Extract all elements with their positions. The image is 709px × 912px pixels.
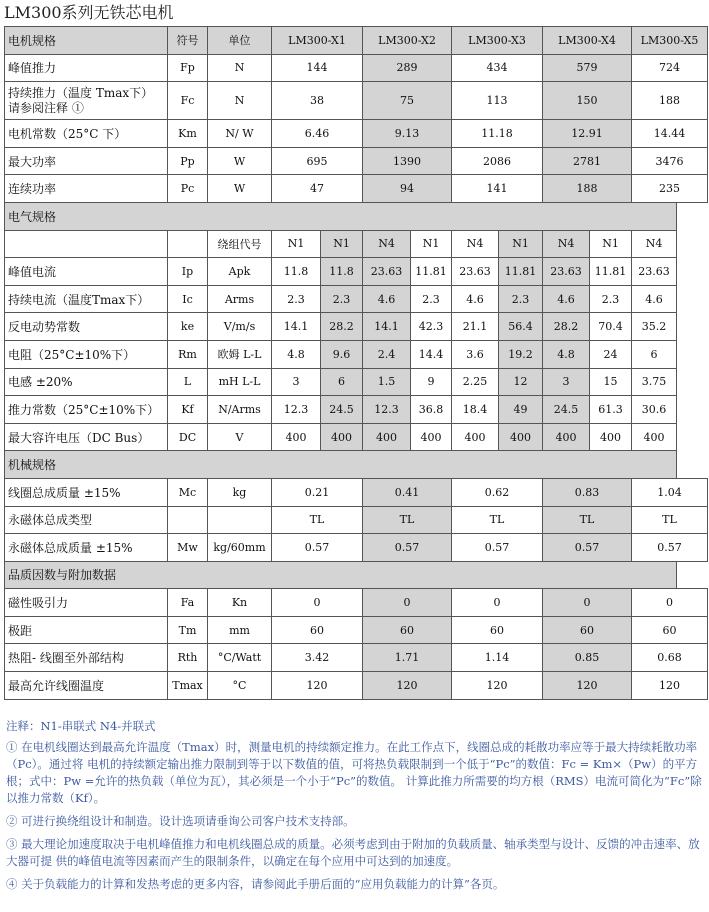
value-cell: 2.3 [411,285,452,313]
value-cell: 695 [272,147,363,175]
value-cell: 42.3 [411,313,452,341]
value-cell: 4.8 [272,340,321,368]
row-symbol: Ic [168,285,208,313]
value-cell: 21.1 [452,313,499,341]
row-unit: W [208,147,272,175]
row-unit: Apk [208,258,272,286]
section-electrical: 电气规格 [5,202,677,230]
value-cell: 11.8 [272,258,321,286]
header-cell: LM300-X1 [272,27,363,55]
note-2: ② 可进行换绕组设计和制造。设计选项请垂询公司客户技术支持部。 [6,814,355,828]
value-cell: 23.63 [452,258,499,286]
value-cell: 36.8 [411,396,452,424]
value-cell: 60 [272,616,363,644]
row-unit: V/m/s [208,313,272,341]
table-row [5,285,708,313]
value-cell: 24 [590,340,632,368]
value-cell: 28.2 [543,313,590,341]
value-cell: 3.75 [632,368,677,396]
row-symbol: Fp [168,54,208,82]
value-cell: 400 [452,423,499,451]
row-label: 峰值电流 [5,258,168,286]
value-cell: 150 [543,82,632,120]
note-1: ① 在电机线圈达到最高允许温度（Tmax）时，测量电机的持续额定推力。在此工作点下，线圈总成的耗散功率应等于最大持续耗散功率（Pc）。通过将 电机的持续额定输出推力限制到等于以下数值的值，可将热负载限制到一个低于“Pc”的数值：Fc = Km×（Pw）的平方根；式中：Pw =允许的热负载（单位为瓦），其必须是一个小于“Pc”的数值。 计算此推力所需要的均方根（RMS）电流可简化为“Fc”除以推力常数（Kf）。 [6,740,702,805]
value-cell: 141 [452,175,543,203]
value-cell: 49 [499,396,543,424]
value-cell: 120 [363,672,452,700]
value-cell: TL [272,506,363,534]
value-cell: 144 [272,54,363,82]
row-unit: mH L-L [208,368,272,396]
row-symbol: Km [168,120,208,148]
value-cell: 400 [272,423,321,451]
row-symbol: Pp [168,147,208,175]
value-cell: 3 [543,368,590,396]
value-cell: 0.57 [363,534,452,562]
value-cell: 70.4 [590,313,632,341]
row-label: 连续功率 [5,175,168,203]
value-cell: 120 [272,672,363,700]
value-cell: 188 [632,82,708,120]
value-cell: 1.5 [363,368,411,396]
table-row [5,478,708,506]
value-cell: 400 [590,423,632,451]
row-symbol: Pc [168,175,208,203]
table-row [5,54,708,82]
note-3: ③ 最大理论加速度取决于电机峰值推力和电机线圈总成的质量。必须考虑到由于附加的负载质量、轴承类型与设计、反馈的冲击速率、放大器可提 供的峰值电流等因素而产生的限制条件，以确定在每个应用中可达到的加速度。 [6,837,700,868]
value-cell: 60 [632,616,708,644]
value-cell: 61.3 [590,396,632,424]
table-row [5,313,708,341]
value-cell: 4.8 [543,340,590,368]
value-cell: 3.6 [452,340,499,368]
row-label: 推力常数（25°C±10%下） [5,396,168,424]
value-cell: 3 [272,368,321,396]
value-cell: 14.1 [363,313,411,341]
value-cell: 28.2 [321,313,363,341]
value-cell: 400 [321,423,363,451]
value-cell: 0.57 [632,534,708,562]
value-cell: 1.14 [452,644,543,672]
value-cell: 2.25 [452,368,499,396]
value-cell: TL [543,506,632,534]
value-cell: 4.6 [363,285,411,313]
value-cell: 0.62 [452,478,543,506]
section-electrical-row [5,202,708,230]
value-cell: 19.2 [499,340,543,368]
notes-section [6,718,706,893]
row-unit: 欧姆 L-L [208,340,272,368]
value-cell: 24.5 [543,396,590,424]
value-cell: 289 [363,54,452,82]
row-unit: kg [208,478,272,506]
value-cell: 30.6 [632,396,677,424]
value-cell: 2.3 [321,285,363,313]
value-cell: 23.63 [543,258,590,286]
winding-cell: N1 [321,230,363,258]
value-cell: 113 [452,82,543,120]
note-4: ④ 关于负载能力的计算和发热考虑的更多内容，请参阅此手册后面的“应用负载能力的计算”各页。 [6,877,505,891]
table-row [5,534,708,562]
value-cell: 47 [272,175,363,203]
value-cell: 4.6 [543,285,590,313]
row-label: 持续电流（温度Tmax下） [5,285,168,313]
table-row [5,368,708,396]
winding-cell: N1 [590,230,632,258]
section-mechanical-row [5,451,708,479]
row-symbol: L [168,368,208,396]
row-unit: N/ W [208,120,272,148]
row-unit [208,506,272,534]
value-cell: 38 [272,82,363,120]
value-cell: 11.18 [452,120,543,148]
value-cell: 12 [499,368,543,396]
header-spec-label: 电机规格 [5,27,168,55]
row-unit: N [208,82,272,120]
value-cell: 0.41 [363,478,452,506]
header-cell: LM300-X4 [543,27,632,55]
row-label: 电感 ±20% [5,368,168,396]
value-cell: 0.57 [272,534,363,562]
value-cell: 0.57 [543,534,632,562]
row-unit: °C/Watt [208,644,272,672]
value-cell: 0 [452,589,543,617]
value-cell: 2.3 [590,285,632,313]
value-cell: 235 [632,175,708,203]
table-row [5,82,708,120]
row-label: 磁性吸引力 [5,589,168,617]
motor-spec-table [4,26,708,700]
table-row [5,644,708,672]
row-symbol: Mw [168,534,208,562]
value-cell: 60 [543,616,632,644]
value-cell: 0 [543,589,632,617]
value-cell: 14.44 [632,120,708,148]
value-cell: 15 [590,368,632,396]
winding-label: 绕组代号 [208,230,272,258]
table-row [5,672,708,700]
value-cell: 11.81 [411,258,452,286]
value-cell: 0.83 [543,478,632,506]
page-title: LM300系列无铁芯电机 [4,3,174,22]
section-quality: 品质因数与附加数据 [5,561,677,589]
row-unit: W [208,175,272,203]
row-symbol-empty [168,230,208,258]
value-cell: 14.4 [411,340,452,368]
row-symbol: Tmax [168,672,208,700]
value-cell: 12.3 [272,396,321,424]
value-cell: 2086 [452,147,543,175]
value-cell: 14.1 [272,313,321,341]
value-cell: 400 [632,423,677,451]
value-cell: 11.8 [321,258,363,286]
value-cell: 120 [452,672,543,700]
table-row [5,175,708,203]
value-cell: 188 [543,175,632,203]
winding-cell: N1 [411,230,452,258]
row-symbol: Ip [168,258,208,286]
value-cell: 0.68 [632,644,708,672]
winding-cell: N4 [543,230,590,258]
value-cell: 2.3 [272,285,321,313]
row-label: 最高允许线圈温度 [5,672,168,700]
value-cell: 1390 [363,147,452,175]
value-cell: 2.4 [363,340,411,368]
row-label: 永磁体总成类型 [5,506,168,534]
value-cell: 0 [363,589,452,617]
table-header-row [5,27,708,55]
winding-cell: N4 [363,230,411,258]
row-unit: Kn [208,589,272,617]
table-row [5,396,708,424]
row-symbol: Tm [168,616,208,644]
value-cell: 6 [632,340,677,368]
table-row [5,147,708,175]
value-cell: 0.85 [543,644,632,672]
value-cell: 579 [543,54,632,82]
value-cell: 120 [632,672,708,700]
row-label: 电机常数（25°C 下） [5,120,168,148]
row-label: 线圈总成质量 ±15% [5,478,168,506]
value-cell: 3.42 [272,644,363,672]
row-label: 最大功率 [5,147,168,175]
value-cell: 724 [632,54,708,82]
value-cell: 12.91 [543,120,632,148]
value-cell: 4.6 [452,285,499,313]
value-cell: TL [452,506,543,534]
header-cell: 符号 [168,27,208,55]
value-cell: 23.63 [363,258,411,286]
value-cell: 9.6 [321,340,363,368]
value-cell: 11.81 [590,258,632,286]
value-cell: 11.81 [499,258,543,286]
value-cell: 400 [499,423,543,451]
value-cell: 2.3 [499,285,543,313]
table-row [5,120,708,148]
row-label: 峰值推力 [5,54,168,82]
row-unit: N [208,54,272,82]
row-label: 反电动势常数 [5,313,168,341]
winding-row [5,230,708,258]
winding-cell: N4 [452,230,499,258]
value-cell: 35.2 [632,313,677,341]
winding-cell: N1 [499,230,543,258]
value-cell: 120 [543,672,632,700]
value-cell: 9 [411,368,452,396]
section-quality-row [5,561,708,589]
winding-cell: N4 [632,230,677,258]
value-cell: 0.21 [272,478,363,506]
header-cell: LM300-X2 [363,27,452,55]
value-cell: 1.04 [632,478,708,506]
section-mechanical: 机械规格 [5,451,677,479]
value-cell: 0.57 [452,534,543,562]
row-unit: kg/60mm [208,534,272,562]
value-cell: 6 [321,368,363,396]
value-cell: 6.46 [272,120,363,148]
row-label: 最大容许电压（DC Bus） [5,423,168,451]
table-row [5,616,708,644]
winding-cell: N1 [272,230,321,258]
row-label: 极距 [5,616,168,644]
value-cell: 400 [411,423,452,451]
row-symbol: Fa [168,589,208,617]
table-row [5,589,708,617]
value-cell: 4.6 [632,285,677,313]
note-legend: 注释：N1-串联式 N4-并联式 [6,719,156,733]
row-label: 电阻（25°C±10%下） [5,340,168,368]
value-cell: 56.4 [499,313,543,341]
row-label: 永磁体总成质量 ±15% [5,534,168,562]
value-cell: 0 [272,589,363,617]
header-cell: LM300-X5 [632,27,708,55]
value-cell: 3476 [632,147,708,175]
row-unit: mm [208,616,272,644]
header-cell: LM300-X3 [452,27,543,55]
header-cell: 单位 [208,27,272,55]
value-cell: 12.3 [363,396,411,424]
row-symbol: Kf [168,396,208,424]
row-symbol: Rm [168,340,208,368]
value-cell: 9.13 [363,120,452,148]
row-symbol: Rth [168,644,208,672]
table-row [5,258,708,286]
value-cell: 400 [543,423,590,451]
value-cell: 60 [452,616,543,644]
row-unit: N/Arms [208,396,272,424]
value-cell: TL [363,506,452,534]
value-cell: TL [632,506,708,534]
row-label-empty [5,230,168,258]
value-cell: 400 [363,423,411,451]
value-cell: 23.63 [632,258,677,286]
row-unit: V [208,423,272,451]
value-cell: 24.5 [321,396,363,424]
row-unit: Arms [208,285,272,313]
row-symbol: Mc [168,478,208,506]
value-cell: 75 [363,82,452,120]
value-cell: 1.71 [363,644,452,672]
row-symbol [168,506,208,534]
row-label: 热阻- 线圈至外部结构 [5,644,168,672]
row-unit: °C [208,672,272,700]
row-symbol: ke [168,313,208,341]
row-symbol: Fc [168,82,208,120]
value-cell: 434 [452,54,543,82]
row-label: 持续推力（温度 Tmax下）请参阅注释 ① [5,82,168,120]
value-cell: 94 [363,175,452,203]
value-cell: 0 [632,589,708,617]
table-row [5,340,708,368]
value-cell: 2781 [543,147,632,175]
row-symbol: DC [168,423,208,451]
table-row [5,423,708,451]
value-cell: 60 [363,616,452,644]
table-row [5,506,708,534]
value-cell: 18.4 [452,396,499,424]
